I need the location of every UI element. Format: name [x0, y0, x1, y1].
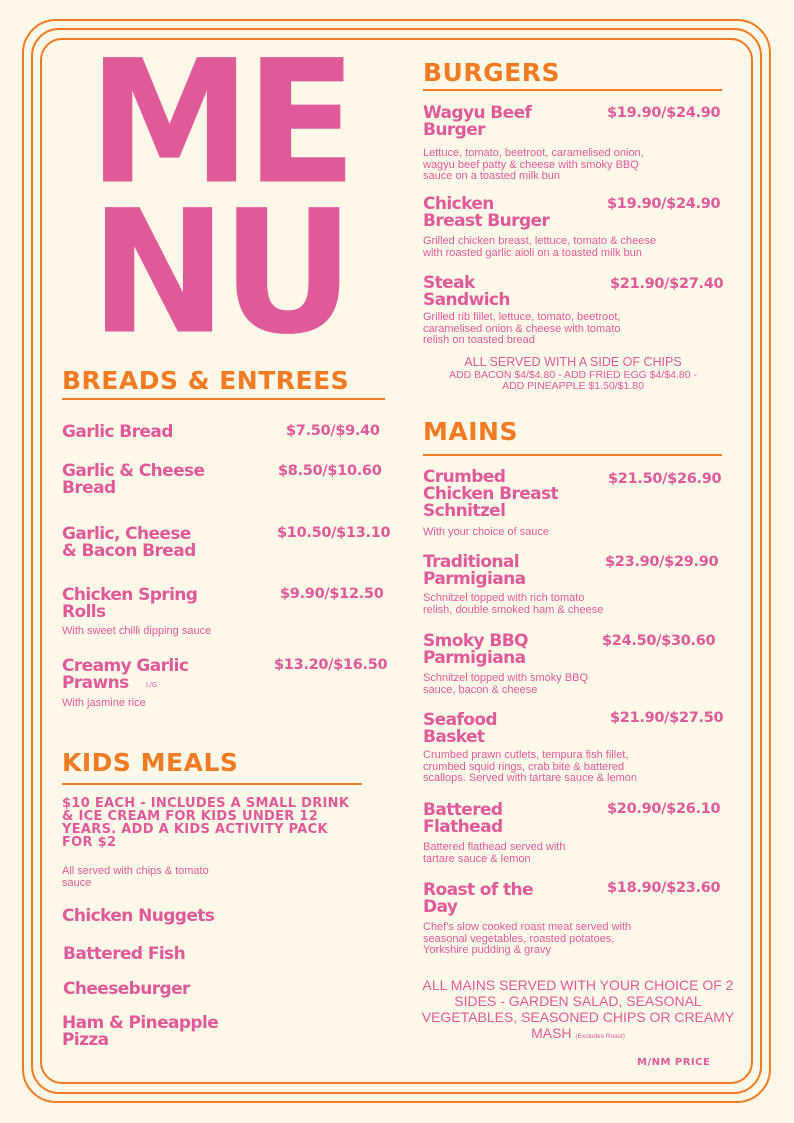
item-price: $24.50/$30.60: [602, 633, 716, 649]
item-desc: Lettuce, tomato, beetroot, caramelised onion, wagyu beef patty & cheese with smoky BBQ sauce on a toasted milk bun: [423, 147, 644, 182]
mains-rule: [423, 454, 722, 456]
item-name: Creamy Garlic Prawns: [62, 656, 189, 693]
item-name: Chicken Spring Rolls: [62, 585, 198, 622]
item-desc: Battered flathead served with tartare sauce & lemon: [423, 841, 566, 865]
item-price: $18.90/$23.60: [607, 880, 721, 896]
kids-item: Cheeseburger: [63, 979, 190, 999]
item-desc: With your choice of sauce: [423, 526, 549, 538]
item-name: Traditional Parmigiana: [423, 552, 526, 589]
item-price: $21.50/$26.90: [608, 471, 722, 487]
item-desc: Chef's slow cooked roast meat served with seasonal vegetables, roasted potatoes, Yorkshire pudding & gravy: [423, 921, 632, 956]
mains-note-small: (Excludes Roast): [575, 1033, 625, 1040]
item-desc: Schnitzel topped with rich tomato relish, double smoked ham & cheese: [423, 592, 604, 616]
item-price: $21.90/$27.50: [610, 710, 724, 726]
item-price: $10.50/$13.10: [277, 525, 391, 541]
title-me: ME: [88, 23, 352, 223]
item-price: $23.90/$29.90: [605, 554, 719, 570]
item-tag: L/G: [146, 682, 158, 689]
item-price: $19.90/$24.90: [607, 105, 721, 121]
burgers-addons: ADD BACON $4/$4.80 - ADD FRIED EGG $4/$4.80 - ADD PINEAPPLE $1.50/$1.80: [448, 369, 697, 392]
item-desc: With sweet chilli dipping sauce: [62, 625, 212, 637]
item-desc: Crumbed prawn cutlets, tempura fish fillet, crumbed squid rings, crab bite & battered scallops. Served with tartare sauce & lemon: [423, 749, 637, 784]
kids-item: Chicken Nuggets: [62, 906, 215, 926]
mains-heading: MAINS: [423, 417, 518, 446]
burgers-rule: [423, 89, 722, 91]
kids-info: $10 EACH - INCLUDES A SMALL DRINK & ICE CREAM FOR KIDS UNDER 12 YEARS. ADD A KIDS ACTIVITY PACK FOR $2: [62, 796, 350, 850]
item-price: $13.20/$16.50: [274, 657, 388, 673]
item-name: Smoky BBQ Parmigiana: [423, 631, 528, 668]
item-name: Garlic & Cheese Bread: [62, 461, 205, 498]
item-name: Garlic, Cheese & Bacon Bread: [62, 524, 196, 561]
title-nu: NU: [90, 173, 349, 373]
item-name: Garlic Bread: [62, 422, 173, 442]
price-legend: M/NM PRICE: [637, 1057, 711, 1068]
item-price: $8.50/$10.60: [278, 463, 382, 479]
item-name: Crumbed Chicken Breast Schnitzel: [423, 467, 559, 521]
item-name: Roast of the Day: [423, 880, 533, 917]
kids-heading: KIDS MEALS: [62, 748, 239, 777]
item-name: Steak Sandwich: [423, 273, 510, 310]
item-price: $21.90/$27.40: [610, 276, 724, 292]
kids-item: Ham & Pineapple Pizza: [62, 1013, 219, 1050]
kids-note: All served with chips & tomato sauce: [62, 865, 209, 889]
item-price: $9.90/$12.50: [280, 586, 384, 602]
mains-note-text: ALL MAINS SERVED WITH YOUR CHOICE OF 2 SIDES - GARDEN SALAD, SEASONAL VEGETABLES, SEASONED CHIPS OR CREAMY MASH: [421, 977, 735, 1041]
breads-heading: BREADS & ENTREES: [62, 366, 350, 395]
item-name: Chicken Breast Burger: [423, 194, 550, 231]
item-name: Wagyu Beef Burger: [423, 103, 532, 140]
item-price: $7.50/$9.40: [286, 423, 380, 439]
item-desc: Grilled chicken breast, lettuce, tomato & cheese with roasted garlic aioli on a toasted milk bun: [423, 235, 656, 259]
item-price: $19.90/$24.90: [607, 196, 721, 212]
item-price: $20.90/$26.10: [607, 801, 721, 817]
item-name: Seafood Basket: [423, 710, 497, 747]
item-desc: Grilled rib fillet, lettuce, tomato, beetroot, caramelised onion & cheese with tomato relish on toasted bread: [423, 311, 621, 346]
breads-rule: [62, 398, 385, 400]
mains-note: [413, 977, 743, 1045]
burgers-heading: BURGERS: [423, 58, 560, 87]
item-desc: Schnitzel topped with smoky BBQ sauce, bacon & cheese: [423, 672, 589, 696]
kids-rule: [62, 783, 362, 785]
item-name: Battered Flathead: [423, 800, 503, 837]
kids-item: Battered Fish: [63, 944, 186, 964]
burgers-note: ALL SERVED WITH A SIDE OF CHIPS: [464, 355, 682, 369]
item-desc: With jasmine rice: [62, 697, 146, 709]
